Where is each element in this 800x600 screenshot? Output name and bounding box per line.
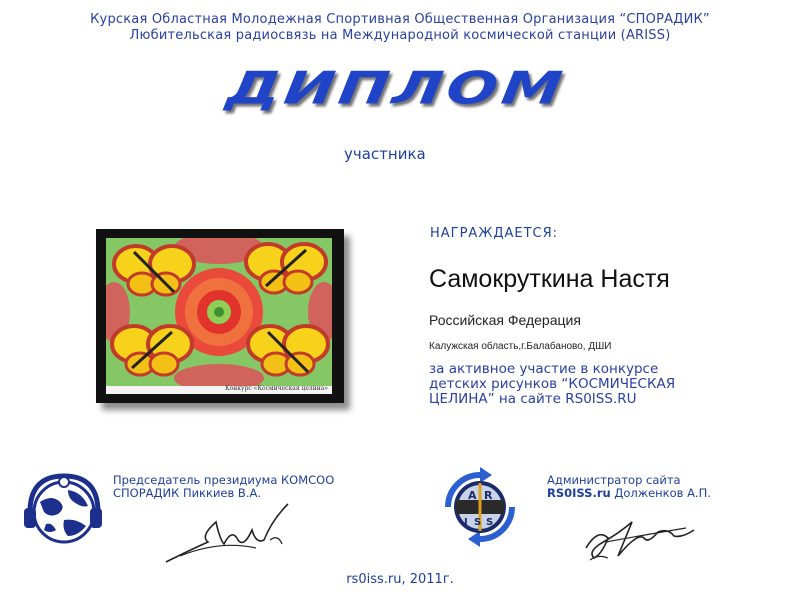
ariss-emblem: [438, 465, 522, 549]
organization-name-line: Курская Областная Молодежная Спортивная Общественная Организация “СПОРАДИК”: [90, 12, 710, 27]
award-reason-line: ЦЕЛИНА” на сайте RS0ISS.RU: [429, 391, 637, 407]
sporadik-globe-logo: [24, 468, 102, 550]
diploma-title: ДИПЛОМ: [223, 62, 570, 115]
awarded-label: НАГРАЖДАЕТСЯ:: [430, 226, 559, 241]
admin-site-name: RS0ISS.ru: [547, 486, 611, 500]
award-reason-line: за активное участие в конкурсе: [429, 361, 659, 377]
recipient-name: Самокруткина Настя: [429, 265, 670, 293]
signature-scribble: [160, 500, 300, 570]
admin-title: [547, 474, 711, 500]
drawing-caption: Конкурс «Космическая целина»: [225, 385, 328, 392]
chairman-title-line: Председатель президиума КОМСОО: [113, 473, 335, 487]
ariss-letter: S: [474, 517, 482, 528]
globe-headphones-icon: [24, 468, 102, 550]
ariss-logo: [438, 465, 522, 549]
chairman-name-line: СПОРАДИК Пиккиев В.А.: [113, 486, 262, 500]
signature-scribble: [578, 508, 708, 568]
admin-name: Долженков А.П.: [610, 486, 711, 500]
award-reason-line: детских рисунков “КОСМИЧЕСКАЯ: [429, 376, 676, 392]
recipient-locality: Калужская область,г.Балабаново, ДШИ: [429, 341, 612, 352]
admin-title-line: Администратор сайта: [547, 473, 681, 487]
drawing-photo: [96, 229, 344, 403]
recipient-country: Российская Федерация: [429, 312, 581, 328]
ariss-letter: A: [468, 489, 477, 502]
admin-signature: [578, 508, 708, 568]
diploma-subtitle: участника: [344, 145, 426, 163]
admin-name-line: [547, 487, 711, 500]
ariss-letter: I: [464, 517, 468, 528]
ariss-letter: R: [484, 489, 493, 502]
organization-subtitle-line: Любительская радиосвязь на Международной космической станции (ARISS): [129, 28, 671, 43]
drawing-image: [106, 238, 332, 386]
chairman-title: [113, 474, 334, 500]
drawing-caption-strip: [106, 386, 332, 394]
chairman-signature: [160, 500, 300, 570]
ariss-letter: S: [486, 517, 494, 528]
award-reason: [429, 362, 769, 407]
butterfly-flower-drawing: [106, 238, 332, 386]
footer-site-year: rs0iss.ru, 2011г.: [346, 572, 454, 587]
